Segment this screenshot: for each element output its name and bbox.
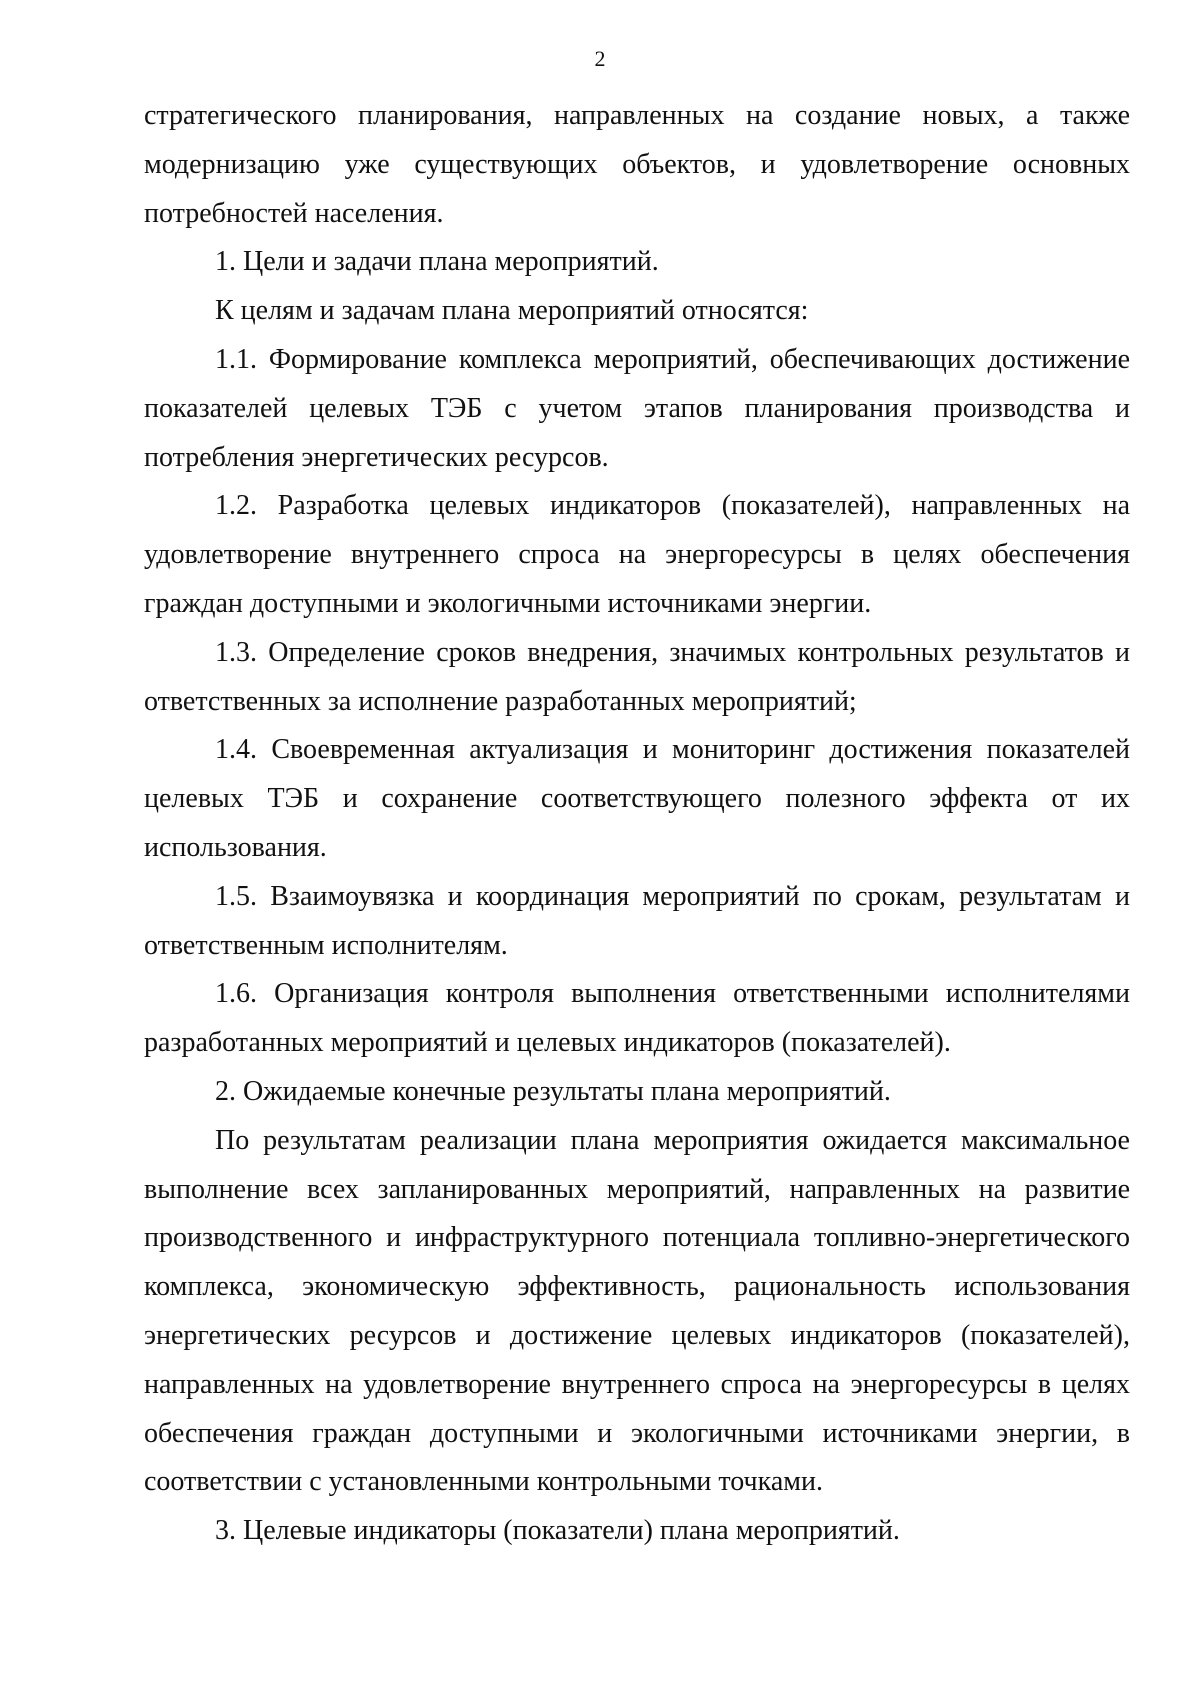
list-item-1-6: 1.6. Организация контроля выполнения ответственными исполнителями разработанных мероприятий и целевых индикаторов (показателей). xyxy=(144,978,1130,1059)
paragraph-goals-intro: К целям и задачам плана мероприятий относятся: xyxy=(215,295,809,327)
list-item-1-3: 1.3. Определение сроков внедрения, значимых контрольных результатов и ответственных за исполнение разработанных мероприятий; xyxy=(144,636,1130,717)
list-item-1-5: 1.5. Взаимоувязка и координация мероприятий по срокам, результатам и ответственным исполнителям. xyxy=(144,880,1130,961)
list-item-1-1: 1.1. Формирование комплекса мероприятий, обеспечивающих достижение показателей целевых ТЭБ с учетом этапов планирования производства и потребления энергетических ресурсов. xyxy=(144,343,1130,473)
paragraph-intro-continuation: стратегического планирования, направленных на создание новых, а также модернизацию уже существующих объектов, и удовлетворение основных потребностей населения. xyxy=(144,100,1130,229)
page-number: 2 xyxy=(594,46,606,71)
document-body xyxy=(144,92,1130,1556)
section-heading-indicators: 3. Целевые индикаторы (показатели) плана мероприятий. xyxy=(215,1515,900,1547)
list-item-1-4: 1.4. Своевременная актуализация и мониторинг достижения показателей целевых ТЭБ и сохранение соответствующего полезного эффекта от их использования. xyxy=(144,734,1130,863)
list-item-1-2: 1.2. Разработка целевых индикаторов (показателей), направленных на удовлетворение внутреннего спроса на энергоресурсы в целях обеспечения граждан доступными и экологичными источниками энергии. xyxy=(144,490,1130,619)
section-heading-results: 2. Ожидаемые конечные результаты плана мероприятий. xyxy=(215,1075,891,1107)
section-heading-goals: 1. Цели и задачи плана мероприятий. xyxy=(215,246,659,278)
paragraph-results: По результатам реализации плана мероприятия ожидается максимальное выполнение всех запланированных мероприятий, направленных на развитие производственного и инфраструктурного потенциала топливно-энергетического комплекса, экономическую эффективность, рациональность использования энергетических ресурсов и достижение целевых индикаторов (показателей), направленных на удовлетворение внутреннего спроса на энергоресурсы в целях обеспечения граждан доступными и экологичными источниками энергии, в соответствии с установленными контрольными точками. xyxy=(144,1124,1130,1498)
